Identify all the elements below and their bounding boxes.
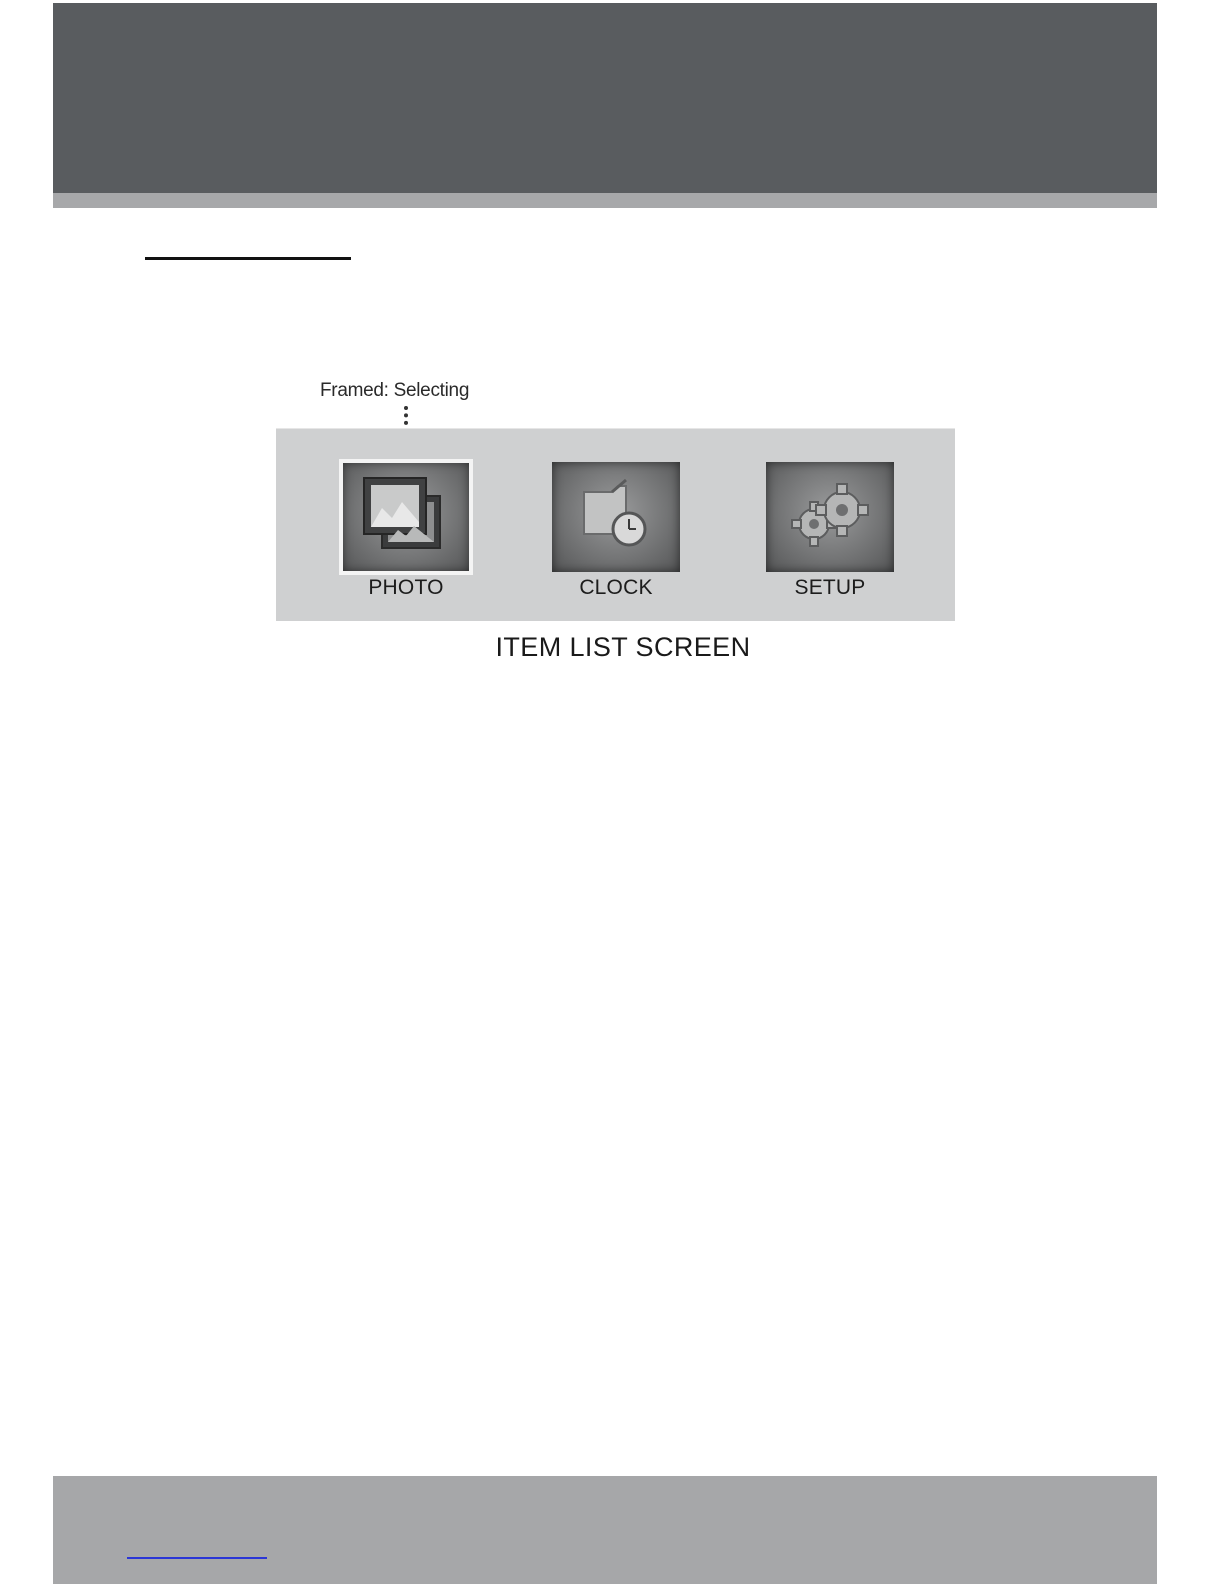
- clock-icon: [552, 462, 680, 572]
- menu-item-clock-label: CLOCK: [579, 576, 653, 599]
- menu-item-setup[interactable]: [766, 462, 894, 572]
- footer-band: [53, 1476, 1157, 1584]
- photo-frames-icon: [342, 462, 470, 572]
- header-band: [53, 3, 1157, 193]
- item-list-figure: [276, 376, 964, 668]
- gears-icon: [766, 462, 894, 572]
- menu-item-setup-label: SETUP: [794, 576, 866, 599]
- menu-panel: [276, 428, 955, 621]
- menu-item-clock[interactable]: [552, 462, 680, 572]
- header-strip: [53, 193, 1157, 208]
- footer-link-underline[interactable]: [127, 1557, 267, 1559]
- section-heading-underline: [145, 257, 351, 260]
- callout-label: Framed: Selecting: [320, 380, 470, 401]
- menu-item-photo[interactable]: [342, 462, 470, 572]
- menu-item-photo-label: PHOTO: [368, 576, 444, 599]
- figure-caption: ITEM LIST SCREEN: [495, 632, 751, 662]
